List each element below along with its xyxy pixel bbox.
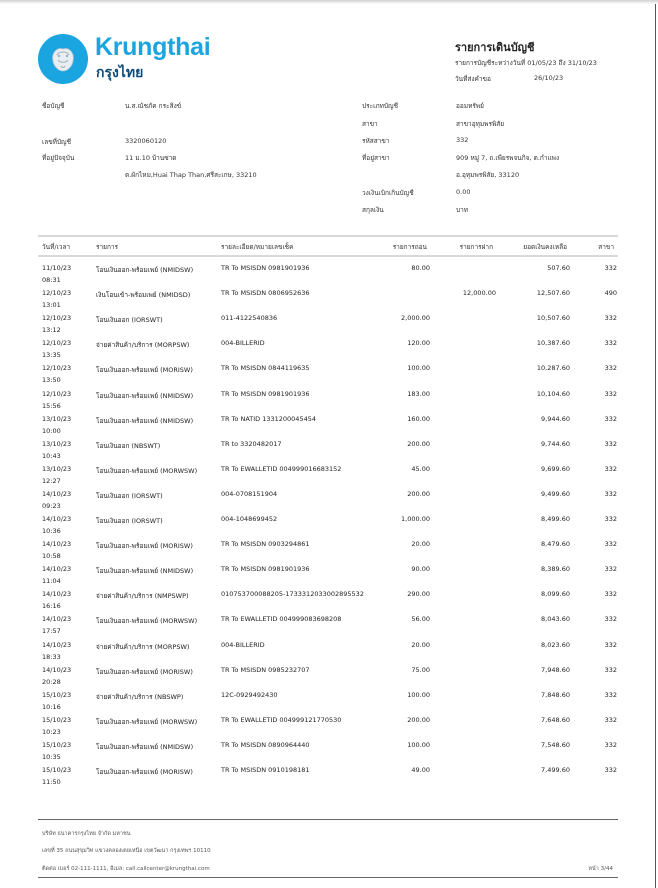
row-type: โอนเงินออก-พร้อมเพย์ (NMIDSW) — [96, 391, 194, 400]
row-branch-code: 332 — [604, 339, 617, 348]
row-withdraw-amount: 1,000.00 — [401, 515, 430, 523]
row-branch-code: 332 — [604, 464, 617, 473]
table-row — [0, 741, 658, 766]
row-balance: 7,499.60 — [541, 766, 570, 774]
table-row — [0, 666, 658, 691]
row-time: 13:35 — [42, 351, 61, 360]
row-time: 13:50 — [42, 376, 61, 385]
row-detail: TR To EWALLETID 004999016683152 — [221, 464, 342, 473]
row-date: 14/10/23 — [42, 489, 72, 498]
row-branch-code: 332 — [604, 640, 617, 649]
row-withdraw-amount: 290.00 — [407, 590, 430, 599]
table-row — [0, 515, 658, 540]
branch-code-label: รหัสสาขา — [362, 137, 390, 145]
branch-address-line2: อ.อุทุมพรพิสัย, 33120 — [456, 171, 520, 179]
row-withdraw-amount: 49.00 — [411, 766, 430, 774]
row-detail: 12C-0929492430 — [221, 690, 278, 699]
header-withdraw: รายการถอน — [392, 243, 427, 251]
row-date: 12/10/23 — [42, 339, 72, 348]
brand-name-en: Krungthai — [95, 33, 211, 61]
row-date: 12/10/23 — [42, 389, 72, 398]
row-type: โอนเงินออก-พร้อมเพย์ (MORISW) — [96, 542, 193, 551]
currency-value: บาท — [456, 206, 469, 214]
row-branch-code: 332 — [604, 565, 617, 574]
row-balance: 9,744.60 — [541, 439, 570, 448]
row-time: 15:56 — [42, 401, 61, 410]
row-detail: TR To MSISDN 0806952636 — [221, 289, 310, 298]
row-balance: 10,387.60 — [536, 339, 570, 348]
row-detail: TR To NATID 1331200045454 — [221, 414, 316, 423]
row-branch-code: 332 — [604, 590, 617, 599]
header-type: รายการ — [96, 243, 119, 251]
header-branch: สาขา — [598, 243, 614, 251]
row-branch-code: 332 — [604, 615, 617, 624]
row-type: โอนเงินออก-พร้อมเพย์ (MORWSW) — [96, 617, 198, 626]
row-branch-code: 332 — [604, 439, 617, 448]
row-withdraw-amount: 20.00 — [411, 540, 430, 549]
row-deposit-amount: 12,000.00 — [462, 289, 496, 298]
row-type: โอนเงินออก-พร้อมเพย์ (MORISW) — [96, 667, 193, 676]
row-withdraw-amount: 75.00 — [411, 665, 430, 674]
row-time: 10:58 — [42, 552, 61, 561]
header-deposit: รายการฝาก — [459, 243, 493, 251]
row-type: โอนเงินออก-พร้อมเพย์ (MORISW) — [96, 768, 193, 776]
row-detail: TR To MSISDN 0985232707 — [221, 665, 310, 674]
account-type-label: ประเภทบัญชี — [362, 102, 398, 110]
table-row — [0, 766, 658, 791]
row-balance: 10,104.60 — [536, 389, 570, 398]
row-withdraw-amount: 100.00 — [407, 364, 430, 373]
top-shadow — [0, 0, 658, 4]
row-type: จ่ายค่าสินค้า/บริการ (MORPSW) — [96, 642, 190, 651]
row-balance: 8,389.60 — [541, 565, 570, 574]
row-detail: 004-0708151904 — [221, 489, 278, 498]
row-time: 10:16 — [42, 702, 61, 711]
overdraft-limit-value: 0.00 — [456, 188, 471, 196]
krungthai-logo-icon — [38, 34, 88, 84]
row-balance: 10,507.60 — [536, 314, 570, 323]
row-type: โอนเงินออก (IORSWT) — [96, 316, 163, 325]
row-type: โอนเงินออก-พร้อมเพย์ (MORWSW) — [96, 717, 198, 726]
row-detail: 004-BILLERID — [221, 339, 265, 348]
row-type: โอนเงินออก-พร้อมเพย์ (MORISW) — [96, 366, 193, 375]
row-date: 14/10/23 — [42, 640, 72, 649]
row-balance: 7,948.60 — [541, 665, 570, 674]
row-time: 12:27 — [42, 476, 61, 485]
table-row — [0, 440, 658, 465]
table-row — [0, 565, 658, 590]
row-type: โอนเงินออก (NBSWT) — [96, 441, 161, 450]
row-detail: 011-4122540836 — [221, 314, 278, 323]
row-detail: TR To MSISDN 0981901936 — [221, 264, 310, 272]
row-date: 11/10/23 — [42, 264, 72, 272]
row-time: 17:57 — [42, 627, 61, 636]
overdraft-limit-label: วงเงินเบิกเกินบัญชี — [362, 189, 414, 197]
branch-address-label: ที่อยู่สาขา — [362, 154, 390, 162]
row-date: 15/10/23 — [42, 740, 72, 749]
current-address-line1: 11 ม.10 บ้านซาด — [125, 154, 177, 162]
table-row — [0, 465, 658, 490]
row-branch-code: 332 — [604, 715, 617, 724]
row-type: จ่ายค่าสินค้า/บริการ (NMPSWP) — [96, 592, 189, 601]
row-type: จ่ายค่าสินค้า/บริการ (MORPSW) — [96, 341, 190, 350]
row-withdraw-amount: 160.00 — [407, 414, 430, 423]
row-withdraw-amount: 45.00 — [411, 464, 430, 473]
row-date: 15/10/23 — [42, 715, 72, 724]
row-date: 14/10/23 — [42, 565, 72, 574]
footer-top-rule — [38, 819, 618, 820]
row-balance: 8,099.60 — [541, 590, 570, 599]
row-time: 13:01 — [42, 301, 61, 310]
table-row — [0, 390, 658, 415]
row-detail: TR To EWALLETID 004999083698208 — [221, 615, 342, 624]
table-row — [0, 289, 658, 314]
row-detail: TR To MSISDN 0903294861 — [221, 540, 310, 549]
row-branch-code: 332 — [604, 414, 617, 423]
account-number-label: เลขที่บัญชี — [42, 138, 72, 146]
row-withdraw-amount: 120.00 — [407, 339, 430, 348]
table-header-top-rule — [38, 235, 618, 237]
row-time: 08:31 — [42, 276, 61, 284]
row-time: 09:23 — [42, 501, 61, 510]
row-withdraw-amount: 100.00 — [407, 690, 430, 699]
row-type: จ่ายค่าสินค้า/บริการ (NBSWP) — [96, 692, 184, 701]
header-balance: ยอดเงินคงเหลือ — [523, 243, 567, 251]
row-branch-code: 332 — [604, 314, 617, 323]
row-time: 10:23 — [42, 727, 61, 736]
row-branch-code: 332 — [604, 665, 617, 674]
row-withdraw-amount: 2,000.00 — [401, 314, 430, 323]
row-branch-code: 332 — [604, 766, 617, 774]
row-balance: 8,499.60 — [541, 515, 570, 523]
row-date: 14/10/23 — [42, 615, 72, 624]
row-balance: 9,944.60 — [541, 414, 570, 423]
table-row — [0, 364, 658, 389]
row-withdraw-amount: 200.00 — [407, 489, 430, 498]
current-address-label: ที่อยู่ปัจจุบัน — [42, 154, 75, 162]
row-type: โอนเงินออก (IORSWT) — [96, 491, 163, 500]
row-time: 18:33 — [42, 652, 61, 661]
table-row — [0, 540, 658, 565]
branch-address-line1: 909 หมู่ 7, ถ.เพียรพจนกิจ, ต.กำแพง — [456, 154, 560, 162]
table-row — [0, 716, 658, 741]
row-branch-code: 332 — [604, 264, 617, 272]
row-balance: 12,507.60 — [536, 289, 570, 298]
table-row — [0, 490, 658, 515]
row-withdraw-amount: 20.00 — [411, 640, 430, 649]
row-time: 20:28 — [42, 677, 61, 686]
row-withdraw-amount: 56.00 — [411, 615, 430, 624]
row-balance: 9,499.60 — [541, 489, 570, 498]
row-detail: 004-BILLERID — [221, 640, 265, 649]
table-row — [0, 314, 658, 339]
row-date: 14/10/23 — [42, 665, 72, 674]
row-date: 13/10/23 — [42, 414, 72, 423]
row-withdraw-amount: 200.00 — [407, 439, 430, 448]
request-date-label: วันที่ส่งคำขอ — [455, 75, 491, 83]
row-type: โอนเงินออก-พร้อมเพย์ (MORWSW) — [96, 466, 198, 475]
row-time: 16:16 — [42, 602, 61, 611]
footer-company: บริษัท ธนาคารกรุงไทย จำกัด มหาชน — [42, 831, 131, 837]
row-branch-code: 332 — [604, 389, 617, 398]
row-balance: 9,699.60 — [541, 464, 570, 473]
row-balance: 8,023.60 — [541, 640, 570, 649]
row-detail: TR To MSISDN 0910198181 — [221, 766, 310, 774]
row-type: โอนเงินออก-พร้อมเพย์ (NMIDSW) — [96, 567, 194, 576]
row-branch-code: 332 — [604, 740, 617, 749]
footer-contact: ติดต่อ เบอร์ 02-111-1111, อีเมล: call.callcenter@krungthai.com — [42, 866, 210, 872]
row-date: 13/10/23 — [42, 439, 72, 448]
row-branch-code: 332 — [604, 540, 617, 549]
footer-address: เลขที่ 35 ถนนสุขุมวิท แขวงคลองเตยเหนือ เขตวัฒนา กรุงเทพฯ 10110 — [42, 848, 211, 854]
row-branch-code: 332 — [604, 690, 617, 699]
row-type: เงินโอนเข้า-พร้อมเพย์ (NMIDSD) — [96, 291, 191, 300]
account-number-value: 3320060120 — [125, 137, 167, 145]
row-withdraw-amount: 80.00 — [411, 264, 430, 272]
table-header-bottom-rule — [38, 255, 618, 257]
row-detail: 004-1048699452 — [221, 515, 278, 523]
row-branch-code: 332 — [604, 515, 617, 523]
row-date: 12/10/23 — [42, 314, 72, 323]
row-time: 10:43 — [42, 451, 61, 460]
table-row — [0, 590, 658, 615]
row-balance: 7,848.60 — [541, 690, 570, 699]
row-withdraw-amount: 200.00 — [407, 715, 430, 724]
row-date: 15/10/23 — [42, 690, 72, 699]
row-detail: TR To MSISDN 0981901936 — [221, 565, 310, 574]
branch-label: สาขา — [362, 120, 378, 128]
row-type: โอนเงินออก (IORSWT) — [96, 517, 163, 525]
row-withdraw-amount: 90.00 — [411, 565, 430, 574]
table-row — [0, 264, 658, 289]
row-date: 12/10/23 — [42, 289, 72, 298]
row-date: 12/10/23 — [42, 364, 72, 373]
current-address-line2: ต.ผักไหม,Huai Thap Than,ศรีสะเกษ, 33210 — [125, 171, 257, 179]
row-date: 14/10/23 — [42, 540, 72, 549]
row-balance: 507.60 — [547, 264, 570, 272]
table-row — [0, 691, 658, 716]
branch-value: สาขาอุทุมพรพิสัย — [456, 120, 505, 128]
account-type-value: ออมทรัพย์ — [456, 102, 484, 110]
branch-code-value: 332 — [456, 136, 469, 144]
document-title: รายการเดินบัญชี — [455, 41, 535, 54]
header-detail: รายละเอียด/หมายเลขเช็ค — [221, 243, 294, 251]
row-branch-code: 332 — [604, 364, 617, 373]
header-datetime: วันที่/เวลา — [42, 243, 71, 251]
row-time: 11:50 — [42, 778, 61, 786]
row-balance: 7,648.60 — [541, 715, 570, 724]
row-detail: TR to 3320482017 — [221, 439, 282, 448]
row-time: 13:12 — [42, 326, 61, 335]
account-name-label: ชื่อบัญชี — [42, 102, 65, 110]
table-row — [0, 615, 658, 640]
account-name-value: น.ส.ณัชภัค กระสิงข์ — [125, 102, 182, 110]
table-row — [0, 641, 658, 666]
row-date: 13/10/23 — [42, 464, 72, 473]
row-time: 10:36 — [42, 527, 61, 535]
row-detail: TR To MSISDN 0844119635 — [221, 364, 310, 373]
currency-label: สกุลเงิน — [362, 206, 384, 214]
row-detail: TR To EWALLETID 004999121770530 — [221, 715, 342, 724]
request-date-value: 26/10/23 — [534, 74, 564, 82]
footer-bottom-rule — [38, 877, 618, 878]
row-detail: 010753700088205-1733312033002895532 — [221, 590, 364, 599]
page-number: หน้า 3/44 — [588, 866, 613, 872]
row-detail: TR To MSISDN 0890964440 — [221, 740, 310, 749]
row-branch-code: 332 — [604, 489, 617, 498]
row-detail: TR To MSISDN 0981901936 — [221, 389, 310, 398]
row-balance: 8,043.60 — [541, 615, 570, 624]
table-row — [0, 339, 658, 364]
row-balance: 8,479.60 — [541, 540, 570, 549]
row-withdraw-amount: 183.00 — [407, 389, 430, 398]
row-date: 14/10/23 — [42, 515, 72, 523]
row-time: 11:04 — [42, 577, 61, 586]
table-row — [0, 415, 658, 440]
row-type: โอนเงินออก-พร้อมเพย์ (NMIDSW) — [96, 742, 194, 751]
row-type: โอนเงินออก-พร้อมเพย์ (NMIDSW) — [96, 416, 194, 425]
row-time: 10:35 — [42, 752, 61, 761]
brand-name-th: กรุงไทย — [96, 65, 144, 81]
row-withdraw-amount: 100.00 — [407, 740, 430, 749]
row-type: โอนเงินออก-พร้อมเพย์ (NMIDSW) — [96, 266, 194, 274]
row-date: 15/10/23 — [42, 766, 72, 774]
row-time: 10:00 — [42, 426, 61, 435]
row-balance: 10,287.60 — [536, 364, 570, 373]
row-date: 14/10/23 — [42, 590, 72, 599]
row-branch-code: 490 — [604, 289, 617, 298]
statement-range: รายการบัญชีระหว่างวันที่ 01/05/23 ถึง 31/10/23 — [455, 59, 597, 67]
row-balance: 7,548.60 — [541, 740, 570, 749]
